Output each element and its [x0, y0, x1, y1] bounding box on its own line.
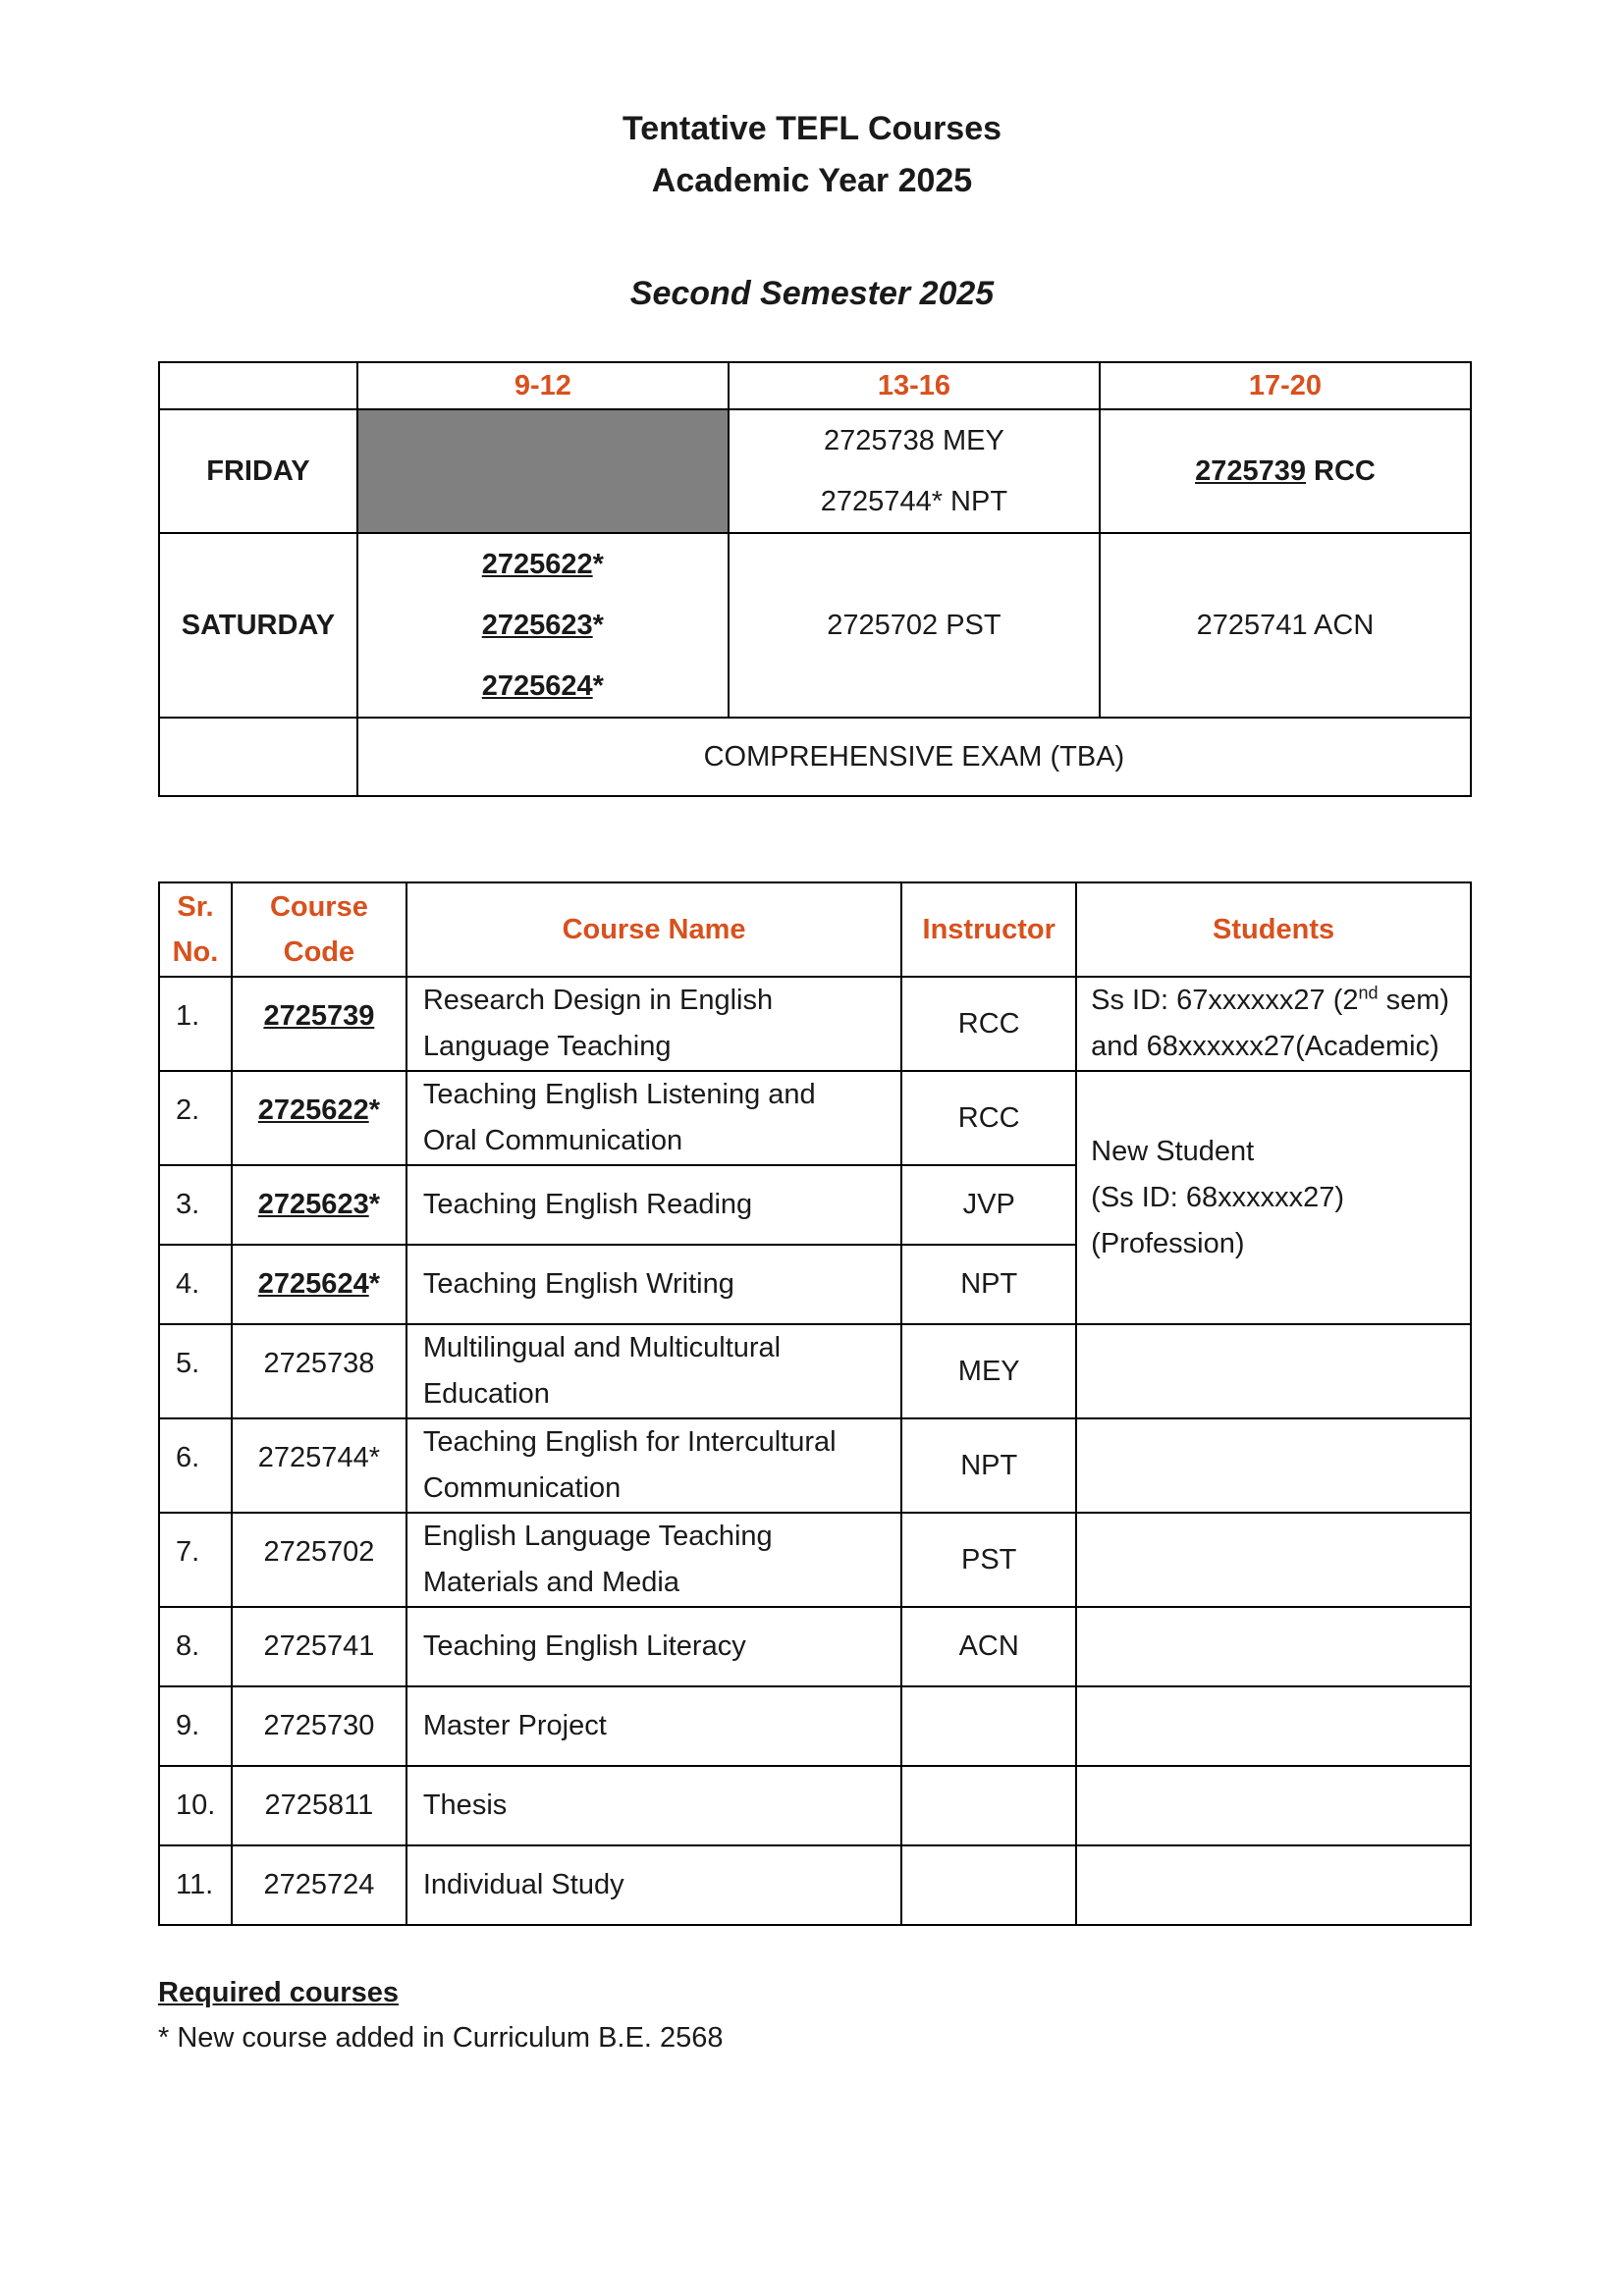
empty-corner-cell	[159, 362, 357, 409]
course-name: Master Project	[406, 1686, 901, 1766]
exam-row	[159, 718, 1471, 796]
row-number: 1.	[159, 977, 232, 1071]
unavailable-slot	[357, 409, 729, 533]
course-code: 2725624*	[232, 1245, 406, 1324]
friday-slot-3	[1100, 409, 1471, 533]
comprehensive-exam: COMPREHENSIVE EXAM (TBA)	[357, 718, 1471, 796]
course-code: 2725739	[232, 977, 406, 1071]
course-name: Thesis	[406, 1766, 901, 1845]
instructor: PST	[901, 1513, 1076, 1607]
students-info: New Student (Ss ID: 68xxxxxx27) (Profession)	[1076, 1071, 1471, 1324]
course-name: Teaching English Writing	[406, 1245, 901, 1324]
table-row	[159, 1607, 1471, 1686]
course-name: Multilingual and Multicultural Education	[406, 1324, 901, 1418]
course-code: 2725724	[232, 1845, 406, 1925]
day-label-friday: FRIDAY	[159, 409, 357, 533]
instructor: NPT	[901, 1245, 1076, 1324]
course-table	[158, 881, 1472, 1926]
saturday-row	[159, 533, 1471, 718]
course-name: English Language Teaching Materials and Media	[406, 1513, 901, 1607]
header-course-code: Course Code	[232, 882, 406, 977]
course-code: 2725623*	[232, 1165, 406, 1245]
row-number: 5.	[159, 1324, 232, 1418]
semester-title: Second Semester 2025	[629, 275, 995, 312]
row-number: 11.	[159, 1845, 232, 1925]
course-code: 2725744*	[232, 1418, 406, 1513]
instructor: MEY	[901, 1324, 1076, 1418]
students-info	[1076, 1686, 1471, 1766]
course-name: Individual Study	[406, 1845, 901, 1925]
row-number: 4.	[159, 1245, 232, 1324]
students-info	[1076, 1766, 1471, 1845]
instructor: JVP	[901, 1165, 1076, 1245]
course-name: Teaching English Reading	[406, 1165, 901, 1245]
table-row	[159, 1686, 1471, 1766]
schedule-table	[158, 361, 1472, 797]
instructor-code: RCC	[1305, 455, 1376, 487]
instructor: NPT	[901, 1418, 1076, 1513]
required-courses-label: Required courses	[158, 1977, 399, 2008]
instructor: RCC	[901, 977, 1076, 1071]
course-code: 2725730	[232, 1686, 406, 1766]
students-info	[1076, 1513, 1471, 1607]
course-code: 2725702	[232, 1513, 406, 1607]
instructor	[901, 1766, 1076, 1845]
row-number: 6.	[159, 1418, 232, 1513]
table-row	[159, 1418, 1471, 1513]
table-row	[159, 1071, 1471, 1165]
saturday-slot-3: 2725741 ACN	[1100, 533, 1471, 718]
header-sr-no: Sr. No.	[159, 882, 232, 977]
empty-cell	[159, 718, 357, 796]
course-code: 2725623	[481, 610, 593, 641]
students-info	[1076, 1418, 1471, 1513]
saturday-slot-2: 2725702 PST	[729, 533, 1100, 718]
table-row	[159, 977, 1471, 1071]
students-info	[1076, 1607, 1471, 1686]
instructor	[901, 1845, 1076, 1925]
students-info: Ss ID: 67xxxxxx27 (2nd sem) and 68xxxxxx27(Academic)	[1076, 977, 1471, 1071]
friday-row	[159, 409, 1471, 533]
table-row	[159, 1324, 1471, 1418]
schedule-header-row	[159, 362, 1471, 409]
instructor: ACN	[901, 1607, 1076, 1686]
course-name: Teaching English Literacy	[406, 1607, 901, 1686]
course-code: 2725739	[1195, 455, 1306, 487]
row-number: 7.	[159, 1513, 232, 1607]
day-label-saturday: SATURDAY	[159, 533, 357, 718]
row-number: 9.	[159, 1686, 232, 1766]
friday-slot-2-course-1: 2725738 MEY	[824, 425, 1004, 456]
time-slot-3: 17-20	[1100, 362, 1471, 409]
page-title: Tentative TEFL Courses	[622, 110, 1002, 147]
header-course-name: Course Name	[406, 882, 901, 977]
friday-slot-2	[729, 409, 1100, 533]
time-slot-1: 9-12	[357, 362, 729, 409]
instructor	[901, 1686, 1076, 1766]
course-name: Teaching English for Intercultural Communication	[406, 1418, 901, 1513]
header-students: Students	[1076, 882, 1471, 977]
course-code: 2725624	[481, 670, 593, 702]
row-number: 2.	[159, 1071, 232, 1165]
students-info	[1076, 1324, 1471, 1418]
academic-year: Academic Year 2025	[651, 162, 973, 199]
course-name: Teaching English Listening and Oral Communication	[406, 1071, 901, 1165]
instructor: RCC	[901, 1071, 1076, 1165]
friday-slot-2-course-2: 2725744* NPT	[820, 486, 1008, 517]
table-row	[159, 1513, 1471, 1607]
row-number: 10.	[159, 1766, 232, 1845]
course-code: 2725622*	[232, 1071, 406, 1165]
header-instructor: Instructor	[901, 882, 1076, 977]
table-row	[159, 1766, 1471, 1845]
time-slot-2: 13-16	[729, 362, 1100, 409]
students-info	[1076, 1845, 1471, 1925]
course-name: Research Design in English Language Teaching	[406, 977, 901, 1071]
course-header-row	[159, 882, 1471, 977]
row-number: 3.	[159, 1165, 232, 1245]
course-code: 2725741	[232, 1607, 406, 1686]
course-code: 2725811	[232, 1766, 406, 1845]
saturday-slot-1: 2725622* 2725623* 2725624*	[357, 533, 729, 718]
course-code: 2725738	[232, 1324, 406, 1418]
row-number: 8.	[159, 1607, 232, 1686]
footnote: * New course added in Curriculum B.E. 2568	[158, 2022, 724, 2054]
course-code: 2725622	[481, 549, 593, 580]
table-row	[159, 1845, 1471, 1925]
